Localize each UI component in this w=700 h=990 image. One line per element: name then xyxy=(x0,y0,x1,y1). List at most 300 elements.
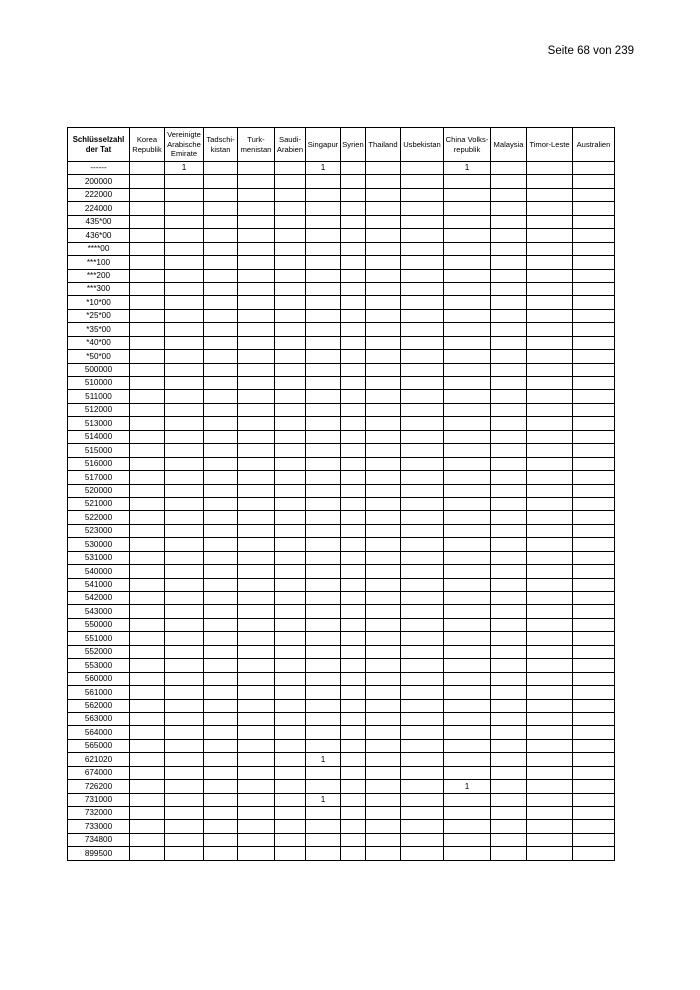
count-cell xyxy=(444,712,491,725)
count-cell xyxy=(527,417,573,430)
count-cell xyxy=(341,672,366,685)
count-cell xyxy=(238,565,275,578)
count-cell xyxy=(491,524,527,537)
count-cell xyxy=(204,592,238,605)
table-row xyxy=(68,162,615,175)
count-cell xyxy=(165,417,204,430)
count-cell xyxy=(204,417,238,430)
count-cell xyxy=(204,712,238,725)
count-cell xyxy=(527,497,573,510)
count-cell xyxy=(204,847,238,860)
count-cell xyxy=(401,672,444,685)
count-cell xyxy=(444,739,491,752)
count-cell xyxy=(401,578,444,591)
offense-key-cell: 513000 xyxy=(68,417,130,430)
count-cell xyxy=(306,686,341,699)
count-cell xyxy=(444,296,491,309)
count-cell xyxy=(238,417,275,430)
count-cell xyxy=(204,565,238,578)
offense-key-cell: *50*00 xyxy=(68,350,130,363)
offense-key-cell: 541000 xyxy=(68,578,130,591)
count-cell xyxy=(238,807,275,820)
count-cell xyxy=(444,565,491,578)
count-cell xyxy=(306,296,341,309)
count-cell xyxy=(341,403,366,416)
count-cell xyxy=(275,565,306,578)
count-cell xyxy=(204,269,238,282)
count-cell xyxy=(306,256,341,269)
table-row xyxy=(68,175,615,188)
count-cell xyxy=(341,538,366,551)
count-cell xyxy=(275,188,306,201)
offense-key-cell: 520000 xyxy=(68,484,130,497)
count-cell xyxy=(491,363,527,376)
count-cell xyxy=(527,686,573,699)
column-header-line: Syrien xyxy=(342,139,364,149)
count-cell xyxy=(130,256,165,269)
count-cell xyxy=(341,377,366,390)
offense-key-cell: 674000 xyxy=(68,766,130,779)
offense-key-cell: 511000 xyxy=(68,390,130,403)
count-cell xyxy=(444,497,491,510)
count-cell xyxy=(527,430,573,443)
table-row xyxy=(68,202,615,215)
count-cell xyxy=(491,511,527,524)
count-cell xyxy=(491,592,527,605)
count-cell xyxy=(491,645,527,658)
count-cell xyxy=(130,269,165,282)
count-cell xyxy=(573,672,615,685)
count-cell: 1 xyxy=(165,162,204,175)
count-cell xyxy=(204,457,238,470)
column-header-line: Saudi- xyxy=(279,135,301,144)
count-cell xyxy=(444,377,491,390)
count-cell xyxy=(491,847,527,860)
table-row xyxy=(68,618,615,631)
count-cell xyxy=(366,820,401,833)
count-cell xyxy=(341,793,366,806)
count-cell xyxy=(204,497,238,510)
count-cell xyxy=(527,565,573,578)
count-cell xyxy=(238,188,275,201)
count-cell xyxy=(130,511,165,524)
offense-key-cell: ***100 xyxy=(68,256,130,269)
count-cell xyxy=(573,323,615,336)
count-cell xyxy=(366,444,401,457)
count-cell xyxy=(491,403,527,416)
count-cell xyxy=(491,188,527,201)
count-cell xyxy=(204,363,238,376)
count-cell xyxy=(401,309,444,322)
count-cell xyxy=(341,444,366,457)
count-cell xyxy=(341,847,366,860)
offense-key-cell: 542000 xyxy=(68,592,130,605)
statistics-table xyxy=(67,127,615,861)
count-cell xyxy=(401,471,444,484)
offense-key-cell: 531000 xyxy=(68,551,130,564)
count-cell xyxy=(444,766,491,779)
count-cell xyxy=(165,390,204,403)
count-cell xyxy=(491,538,527,551)
count-cell xyxy=(165,538,204,551)
count-cell xyxy=(444,618,491,631)
count-cell xyxy=(444,323,491,336)
count-cell xyxy=(573,739,615,752)
count-cell xyxy=(275,753,306,766)
count-cell xyxy=(366,296,401,309)
count-cell xyxy=(306,175,341,188)
count-cell xyxy=(491,833,527,846)
count-cell xyxy=(341,363,366,376)
count-cell xyxy=(366,524,401,537)
offense-key-cell: 733000 xyxy=(68,820,130,833)
count-cell xyxy=(165,484,204,497)
count-cell xyxy=(238,229,275,242)
offense-key-cell: 899500 xyxy=(68,847,130,860)
count-cell xyxy=(204,403,238,416)
count-cell xyxy=(165,766,204,779)
offense-key-cell: 563000 xyxy=(68,712,130,725)
count-cell xyxy=(306,471,341,484)
count-cell xyxy=(275,417,306,430)
table-row xyxy=(68,497,615,510)
count-cell xyxy=(275,699,306,712)
count-cell xyxy=(573,578,615,591)
count-cell xyxy=(238,820,275,833)
count-cell xyxy=(165,780,204,793)
count-cell xyxy=(527,739,573,752)
count-cell xyxy=(491,565,527,578)
count-cell xyxy=(527,444,573,457)
count-cell xyxy=(130,592,165,605)
table-row xyxy=(68,457,615,470)
count-cell xyxy=(341,323,366,336)
count-cell xyxy=(491,202,527,215)
count-cell xyxy=(306,739,341,752)
count-cell xyxy=(491,820,527,833)
count-cell xyxy=(275,659,306,672)
count-cell xyxy=(366,430,401,443)
offense-key-cell: 540000 xyxy=(68,565,130,578)
count-cell xyxy=(401,538,444,551)
table-row xyxy=(68,807,615,820)
count-cell xyxy=(341,269,366,282)
count-cell xyxy=(306,215,341,228)
column-header-line: Tadschi- xyxy=(206,135,235,144)
count-cell xyxy=(275,471,306,484)
count-cell xyxy=(491,618,527,631)
count-cell xyxy=(444,430,491,443)
count-cell xyxy=(306,242,341,255)
count-cell xyxy=(401,242,444,255)
count-cell xyxy=(341,188,366,201)
count-cell xyxy=(444,659,491,672)
count-cell xyxy=(366,847,401,860)
count-cell xyxy=(238,793,275,806)
count-cell xyxy=(165,618,204,631)
count-cell xyxy=(165,739,204,752)
count-cell xyxy=(341,578,366,591)
count-cell xyxy=(238,538,275,551)
count-cell xyxy=(527,538,573,551)
count-cell: 1 xyxy=(444,780,491,793)
count-cell xyxy=(401,269,444,282)
count-cell xyxy=(401,497,444,510)
table-row xyxy=(68,484,615,497)
count-cell xyxy=(165,592,204,605)
count-cell xyxy=(130,403,165,416)
count-cell xyxy=(275,592,306,605)
offense-key-cell: ------ xyxy=(68,162,130,175)
count-cell xyxy=(306,457,341,470)
count-cell xyxy=(401,605,444,618)
offense-key-cell: 516000 xyxy=(68,457,130,470)
count-cell xyxy=(341,336,366,349)
count-cell xyxy=(366,618,401,631)
count-cell xyxy=(130,659,165,672)
count-cell xyxy=(444,511,491,524)
count-cell xyxy=(275,282,306,295)
count-cell xyxy=(306,484,341,497)
count-cell xyxy=(165,471,204,484)
count-cell xyxy=(527,323,573,336)
count-cell xyxy=(366,390,401,403)
count-cell xyxy=(573,753,615,766)
count-cell: 1 xyxy=(306,162,341,175)
offense-key-cell: 512000 xyxy=(68,403,130,416)
count-cell xyxy=(238,377,275,390)
count-cell xyxy=(401,256,444,269)
column-header-line: China Volks- xyxy=(445,135,489,144)
count-cell xyxy=(306,377,341,390)
count-cell xyxy=(366,162,401,175)
count-cell xyxy=(275,296,306,309)
count-cell xyxy=(401,350,444,363)
count-cell xyxy=(491,242,527,255)
count-cell xyxy=(401,484,444,497)
count-cell xyxy=(306,538,341,551)
count-cell xyxy=(444,524,491,537)
count-cell xyxy=(341,484,366,497)
count-cell xyxy=(573,256,615,269)
count-cell xyxy=(306,726,341,739)
count-cell xyxy=(130,686,165,699)
count-cell xyxy=(238,282,275,295)
count-cell xyxy=(527,699,573,712)
count-cell xyxy=(341,457,366,470)
count-cell xyxy=(527,618,573,631)
count-cell xyxy=(401,430,444,443)
table-row xyxy=(68,309,615,322)
count-cell xyxy=(401,645,444,658)
count-cell xyxy=(491,780,527,793)
offense-key-cell: *35*00 xyxy=(68,323,130,336)
count-cell xyxy=(204,215,238,228)
count-cell xyxy=(366,202,401,215)
count-cell xyxy=(444,820,491,833)
count-cell xyxy=(130,323,165,336)
count-cell xyxy=(444,753,491,766)
count-cell xyxy=(341,497,366,510)
offense-key-cell: 726200 xyxy=(68,780,130,793)
column-header-line: Malaysia xyxy=(493,139,524,149)
count-cell xyxy=(341,175,366,188)
count-cell xyxy=(366,686,401,699)
count-cell xyxy=(401,363,444,376)
count-cell xyxy=(341,726,366,739)
count-cell xyxy=(238,551,275,564)
table-row xyxy=(68,242,615,255)
offense-key-cell: 564000 xyxy=(68,726,130,739)
count-cell xyxy=(275,833,306,846)
count-cell xyxy=(401,457,444,470)
table-row xyxy=(68,766,615,779)
column-header-line: Korea xyxy=(136,135,158,144)
count-cell xyxy=(366,215,401,228)
count-cell xyxy=(275,686,306,699)
count-cell xyxy=(573,484,615,497)
count-cell xyxy=(204,336,238,349)
count-cell xyxy=(527,377,573,390)
count-cell xyxy=(366,632,401,645)
count-cell xyxy=(341,471,366,484)
count-cell xyxy=(306,497,341,510)
table-row xyxy=(68,605,615,618)
count-cell xyxy=(165,659,204,672)
table-row xyxy=(68,229,615,242)
count-cell xyxy=(366,712,401,725)
count-cell xyxy=(341,162,366,175)
count-cell xyxy=(204,229,238,242)
count-cell xyxy=(491,605,527,618)
count-cell xyxy=(366,484,401,497)
column-header-country xyxy=(573,128,615,162)
count-cell xyxy=(341,807,366,820)
count-cell xyxy=(306,847,341,860)
count-cell xyxy=(238,511,275,524)
count-cell xyxy=(491,444,527,457)
table-row xyxy=(68,699,615,712)
offense-key-cell: *10*00 xyxy=(68,296,130,309)
count-cell xyxy=(527,309,573,322)
count-cell xyxy=(527,484,573,497)
table-row xyxy=(68,377,615,390)
count-cell xyxy=(527,296,573,309)
count-cell xyxy=(238,726,275,739)
offense-key-cell: 200000 xyxy=(68,175,130,188)
count-cell xyxy=(401,833,444,846)
count-cell xyxy=(238,323,275,336)
count-cell xyxy=(444,390,491,403)
count-cell xyxy=(275,175,306,188)
count-cell xyxy=(341,605,366,618)
count-cell xyxy=(527,390,573,403)
count-cell xyxy=(238,699,275,712)
table-row xyxy=(68,296,615,309)
count-cell xyxy=(204,162,238,175)
table-row xyxy=(68,282,615,295)
count-cell xyxy=(275,618,306,631)
count-cell xyxy=(130,457,165,470)
table-row xyxy=(68,833,615,846)
offense-key-cell: 222000 xyxy=(68,188,130,201)
count-cell xyxy=(204,833,238,846)
count-cell xyxy=(130,699,165,712)
count-cell xyxy=(444,457,491,470)
count-cell xyxy=(491,726,527,739)
count-cell xyxy=(130,242,165,255)
count-cell xyxy=(130,162,165,175)
count-cell xyxy=(341,739,366,752)
offense-key-cell: 562000 xyxy=(68,699,130,712)
count-cell xyxy=(491,739,527,752)
count-cell xyxy=(275,820,306,833)
count-cell xyxy=(527,592,573,605)
count-cell xyxy=(165,377,204,390)
count-cell xyxy=(573,229,615,242)
column-header-line: Thailand xyxy=(368,139,398,149)
count-cell xyxy=(444,726,491,739)
count-cell xyxy=(401,780,444,793)
count-cell xyxy=(444,686,491,699)
count-cell xyxy=(238,632,275,645)
column-header-line: Republik xyxy=(132,144,162,154)
table-row xyxy=(68,350,615,363)
count-cell xyxy=(366,282,401,295)
count-cell xyxy=(527,672,573,685)
count-cell xyxy=(444,471,491,484)
table-row xyxy=(68,780,615,793)
count-cell xyxy=(444,175,491,188)
count-cell xyxy=(165,215,204,228)
count-cell xyxy=(130,833,165,846)
count-cell xyxy=(491,578,527,591)
count-cell xyxy=(366,753,401,766)
count-cell xyxy=(527,820,573,833)
count-cell xyxy=(366,377,401,390)
count-cell xyxy=(573,162,615,175)
count-cell xyxy=(491,551,527,564)
count-cell xyxy=(238,430,275,443)
count-cell xyxy=(401,377,444,390)
count-cell xyxy=(527,780,573,793)
count-cell xyxy=(275,202,306,215)
count-cell xyxy=(366,833,401,846)
offense-key-cell: *25*00 xyxy=(68,309,130,322)
table-row xyxy=(68,538,615,551)
offense-key-cell: 500000 xyxy=(68,363,130,376)
count-cell xyxy=(204,323,238,336)
table-row xyxy=(68,215,615,228)
count-cell xyxy=(401,551,444,564)
count-cell xyxy=(306,551,341,564)
count-cell xyxy=(491,417,527,430)
table-row xyxy=(68,336,615,349)
count-cell xyxy=(491,471,527,484)
count-cell xyxy=(444,632,491,645)
count-cell xyxy=(238,833,275,846)
count-cell xyxy=(573,551,615,564)
table-row xyxy=(68,659,615,672)
count-cell xyxy=(130,229,165,242)
count-cell xyxy=(165,753,204,766)
count-cell xyxy=(573,336,615,349)
count-cell xyxy=(491,457,527,470)
count-cell xyxy=(573,511,615,524)
offense-key-cell: 543000 xyxy=(68,605,130,618)
count-cell xyxy=(527,269,573,282)
count-cell xyxy=(204,766,238,779)
